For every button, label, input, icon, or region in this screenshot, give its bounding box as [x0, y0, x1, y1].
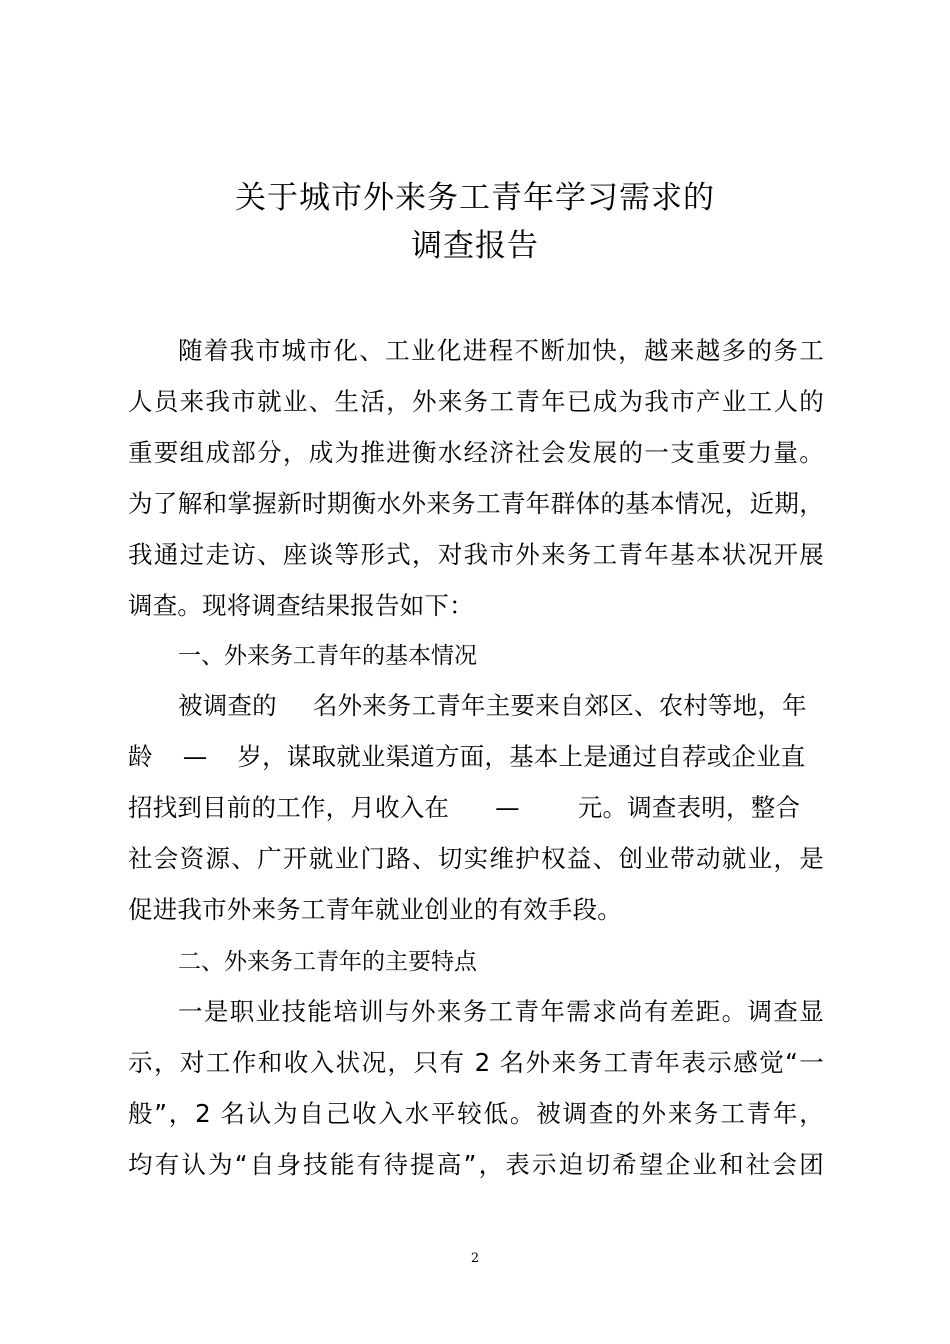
section1-line-3 — [128, 782, 824, 834]
intro-line-5: 我通过走访、座谈等形式，对我市外来务工青年基本状况开展 — [128, 540, 824, 569]
section2-line-4: 均有认为“自身技能有待提高”，表示迫切希望企业和社会团 — [128, 1150, 824, 1179]
intro-line-1: 随着我市城市化、工业化进程不断加快，越来越多的务工 — [178, 336, 824, 365]
intro-line-6: 调查。现将调查结果报告如下： — [128, 591, 474, 620]
section1-line-2-dash: — — [182, 742, 208, 771]
section1-line-3-part-a: 招找到目前的工作，月收入在 — [128, 793, 450, 822]
section1-line-2-part-b: 岁，谋取就业渠道方面，基本上是通过自荐或企业直 — [237, 742, 806, 771]
document-title-line-1: 关于城市外来务工青年学习需求的 — [235, 180, 715, 216]
section1-line-1-part-b: 名外来务工青年主要来自郊区、农村等地，年 — [312, 691, 807, 720]
section1-line-3-part-b: 元。调查表明，整合 — [577, 793, 801, 822]
section2-line-3: 般”，2 名认为自己收入水平较低。被调查的外来务工青年， — [128, 1099, 824, 1128]
section-heading-1: 一、外来务工青年的基本情况 — [178, 643, 477, 669]
section1-line-3-dash: — — [495, 793, 520, 822]
intro-line-2: 人员来我市就业、生活，外来务工青年已成为我市产业工人的 — [128, 387, 824, 416]
section1-line-2-part-a: 龄 — [128, 742, 153, 771]
section2-line-1: 一是职业技能培训与外来务工青年需求尚有差距。调查显 — [178, 997, 824, 1026]
section1-line-2 — [128, 731, 824, 783]
section1-line-1 — [178, 680, 824, 732]
section1-line-4: 社会资源、广开就业门路、切实维护权益、创业带动就业，是 — [128, 844, 824, 873]
intro-line-4: 为了解和掌握新时期衡水外来务工青年群体的基本情况，近期， — [128, 489, 824, 518]
document-title-line-2: 调查报告 — [411, 228, 539, 264]
page-number: 2 — [470, 1251, 480, 1266]
section-heading-2: 二、外来务工青年的主要特点 — [178, 949, 477, 975]
section1-line-5: 促进我市外来务工青年就业创业的有效手段。 — [128, 895, 622, 924]
section1-line-1-part-a: 被调查的 — [178, 691, 277, 720]
intro-line-3: 重要组成部分，成为推进衡水经济社会发展的一支重要力量。 — [128, 438, 824, 467]
section2-line-2: 示，对工作和收入状况，只有 2 名外来务工青年表示感觉“一 — [128, 1048, 824, 1077]
